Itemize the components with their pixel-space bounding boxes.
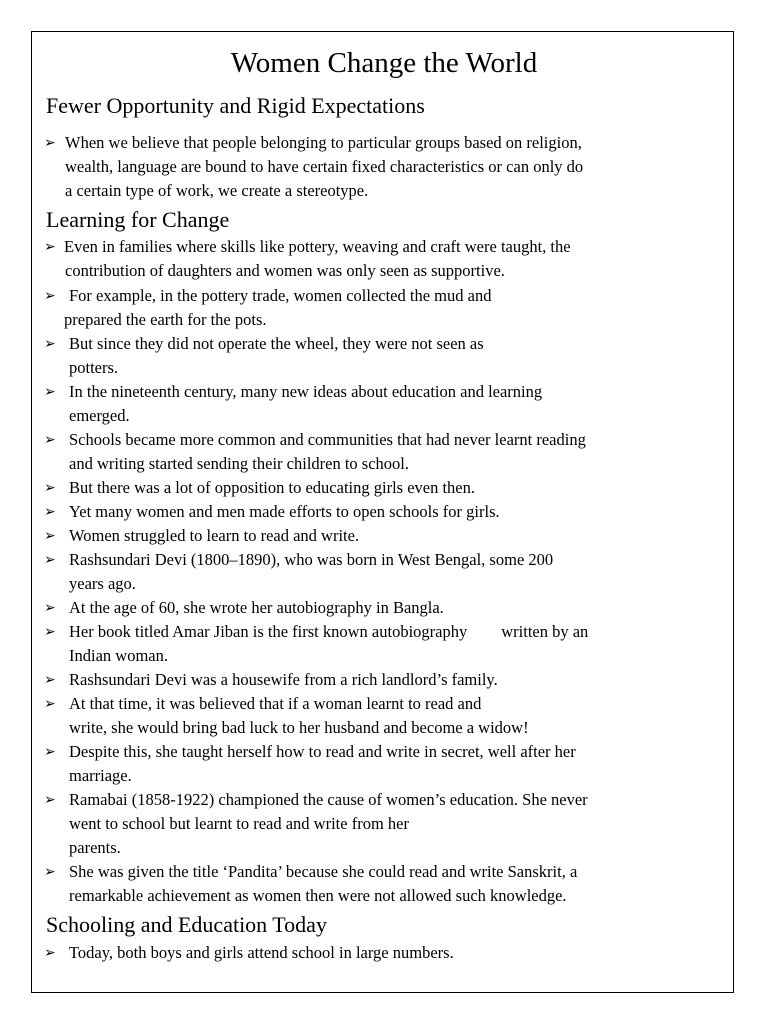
bullet-arrow-icon: ➢: [44, 864, 56, 880]
bullet-arrow-icon: ➢: [44, 696, 56, 712]
bullet-line: Rashsundari Devi was a housewife from a rich landlord’s family.: [69, 670, 498, 689]
bullet-line: Despite this, she taught herself how to read and write in secret, well after her: [69, 742, 576, 761]
bullet-stereotype: [44, 131, 583, 203]
bullet-arrow-icon: ➢: [44, 239, 56, 255]
page-title: Women Change the World: [230, 47, 538, 79]
bullet-line: But since they did not operate the wheel, they were not seen as: [69, 334, 484, 353]
bullet-arrow-icon: ➢: [44, 288, 56, 304]
bullet-arrow-icon: ➢: [44, 945, 56, 961]
bullet-efforts-schools: [44, 500, 500, 524]
bullet-line: [44, 620, 588, 644]
bullet-arrow-icon: ➢: [44, 504, 56, 520]
bullet-line: For example, in the pottery trade, women collected the mud and: [69, 286, 492, 305]
section-heading-fewer-opportunity: Fewer Opportunity and Rigid Expectations: [46, 93, 425, 118]
bullet-arrow-icon: ➢: [44, 135, 56, 151]
bullet-arrow-icon: ➢: [44, 336, 56, 352]
bullet-arrow-icon: ➢: [44, 528, 56, 544]
bullet-nineteenth-century: [44, 380, 542, 428]
bullet-pandita-title: [44, 860, 577, 908]
bullet-bad-luck-belief: [44, 692, 529, 740]
bullet-amar-jiban: [44, 620, 588, 668]
bullet-line-text: Her book titled Amar Jiban is the first known autobiography: [69, 622, 468, 641]
section-heading-learning-for-change: Learning for Change: [46, 207, 230, 232]
bullet-arrow-icon: ➢: [44, 672, 56, 688]
bullet-line: and writing started sending their children to school.: [69, 454, 410, 473]
bullet-line: When we believe that people belonging to particular groups based on religion,: [65, 133, 582, 152]
bullet-opposition: [44, 476, 475, 500]
bullet-housewife: [44, 668, 498, 692]
bullet-arrow-icon: ➢: [44, 552, 56, 568]
bullet-line: write, she would bring bad luck to her husband and become a widow!: [69, 718, 529, 737]
bullet-line: Even in families where skills like pottery, weaving and craft were taught, the: [64, 237, 571, 256]
bullet-line: But there was a lot of opposition to educating girls even then.: [69, 478, 475, 497]
bullet-line: potters.: [69, 358, 119, 377]
bullet-line: contribution of daughters and women was only seen as supportive.: [65, 261, 505, 280]
bullet-line: She was given the title ‘Pandita’ because she could read and write Sanskrit, a: [69, 862, 578, 881]
bullet-line: parents.: [69, 838, 121, 857]
bullet-arrow-icon: ➢: [44, 744, 56, 760]
bullet-arrow-icon: ➢: [44, 480, 56, 496]
bullet-skills-supportive: [44, 235, 571, 283]
bullet-line: Today, both boys and girls attend school in large numbers.: [69, 943, 454, 962]
bullet-women-struggled: [44, 524, 359, 548]
bullet-rashsundari-born: [44, 548, 553, 596]
bullet-arrow-icon: ➢: [44, 432, 56, 448]
bullet-line: prepared the earth for the pots.: [64, 310, 267, 329]
bullet-autobiography-bangla: [44, 596, 444, 620]
bullet-line: Ramabai (1858-1922) championed the cause of women’s education. She never: [69, 790, 588, 809]
bullet-line: a certain type of work, we create a stereotype.: [65, 181, 369, 200]
bullet-line: Indian woman.: [69, 646, 168, 665]
bullet-schools-common: [44, 428, 586, 476]
bullet-line-tail: written by an: [501, 622, 589, 641]
bullet-line: marriage.: [69, 766, 132, 785]
bullet-line: At that time, it was believed that if a woman learnt to read and: [69, 694, 482, 713]
bullet-pottery-trade: [44, 284, 491, 332]
bullet-line: Yet many women and men made efforts to open schools for girls.: [69, 502, 500, 521]
bullet-wheel-potters: [44, 332, 484, 380]
bullet-line: went to school but learnt to read and write from her: [69, 814, 409, 833]
bullet-arrow-icon: ➢: [44, 624, 56, 640]
bullet-boys-and-girls: [44, 941, 454, 965]
bullet-line: wealth, language are bound to have certain fixed characteristics or can only do: [65, 157, 584, 176]
bullet-ramabai: [44, 788, 588, 860]
bullet-line: At the age of 60, she wrote her autobiography in Bangla.: [69, 598, 444, 617]
bullet-taught-herself: [44, 740, 576, 788]
bullet-line: emerged.: [69, 406, 130, 425]
bullet-line: In the nineteenth century, many new ideas about education and learning: [69, 382, 543, 401]
bullet-line: Women struggled to learn to read and write.: [69, 526, 360, 545]
bullet-line: Schools became more common and communities that had never learnt reading: [69, 430, 586, 449]
section-heading-schooling-today: Schooling and Education Today: [46, 912, 327, 937]
bullet-arrow-icon: ➢: [44, 384, 56, 400]
bullet-arrow-icon: ➢: [44, 600, 56, 616]
bullet-line: remarkable achievement as women then were not allowed such knowledge.: [69, 886, 567, 905]
bullet-line: Rashsundari Devi (1800–1890), who was born in West Bengal, some 200: [69, 550, 554, 569]
bullet-line: years ago.: [69, 574, 136, 593]
bullet-arrow-icon: ➢: [44, 792, 56, 808]
